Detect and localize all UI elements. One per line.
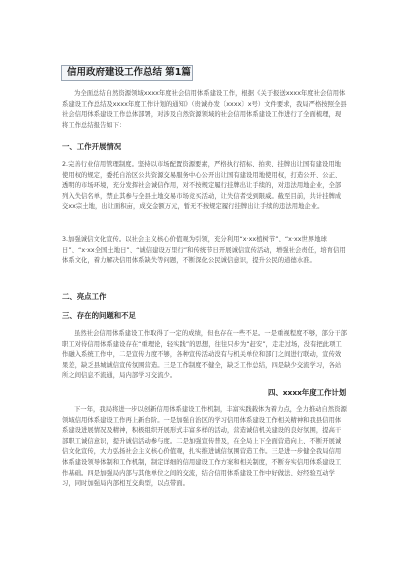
document-title: 信用政府建设工作总结 第1篇 bbox=[67, 67, 191, 78]
section1-paragraph-3: 3.加强诚信文化宣传。以社会主义核心价值观为引领，充分利用“x·xx植树节”、“x·xx世界地球日”、“x·xx全国土地日”、“诚信建设万里行”和传统节日开展诚信宣传活动，增强社会责任，培育信用体系文化，着力解决信用体系缺失等问题，不断深化公民诚信意识，提升公民的道德水准。 bbox=[62, 236, 346, 265]
section4-paragraph: 下一年，我局将进一步以创新信用体系建设工作机制，丰富实践载体为着力点，全力推动自然资源领域信用体系建设工作再上新台阶。一是加强自治区的学习信用体系建设工作相关精神和我县信用体系建设进展情况及精神，积极组织开展形式丰富多样的活动，营造诚信机关建设的良好氛围，提高干部职工诚信意识，提升诚信活动参与度。二是加强宣传普及，在全局上下全面营造向上、不断开展诚信文化宣传，大力弘扬社会主义核心价值观，扎实推进诚信氛围营造工作。三是进一步健全我局信用体系建设领导体制和工作机制，制定详细的信用建设工作方案和相关制度，不断夯实信用体系建设工作基础。四是加强局内部与其他单位之间的交流，结合信用体系建设工作中好做法、好经验互动学习，同时加强局内部相互交典型，以点带面。 bbox=[62, 406, 347, 488]
section2-heading: 二、亮点工作 bbox=[62, 292, 107, 301]
section1-heading: 一、工作开展情况 bbox=[62, 142, 122, 151]
intro-paragraph: 为全面总结自然资源领域xxxx年度社会信用体系建设工作，根据《关于报送xxxx年度社会信用体系建设工作总结及xxxx年度工作计划的通知》（贵诚办发〔xxxx〕x号）文件要求，我局严格按照全县社会信用体系建设工作总体部署，对涉及自然资源领域的社会信用体系建设工作进行了全面梳理，现将工作总结报告如下： bbox=[62, 90, 347, 129]
document-title-box bbox=[61, 65, 193, 81]
section1-paragraph-2: 2.完善行业信用管理制度。坚持以市场配置资源要素，严格执行招标、拍卖、挂牌出让国有建设用地使用权的规定，委托自治区公共资源交易服务中心公开出让国有建设用地使用权，打造公开、公正、透明的市场环境，充分发挥社会诚信作用，对不按规定履行挂牌出让手续的，对违法用地企业，全部列入失信名单，禁止其参与全县土地交易市场竞买活动，让失信者受到限威。截至目前，共计挂牌成交xx宗土地，出让面积亩，成交金额万元，暂无不按规定履行挂牌出让手续的违法用地企业。 bbox=[62, 161, 342, 211]
section3-heading: 三、存在的问题和不足 bbox=[62, 311, 136, 320]
section4-heading: 四、xxxx年度工作计划 bbox=[268, 388, 347, 397]
section3-paragraph: 虽然社会信用体系建设工作取得了一定的成绩，但也存在一些不足。一是重视程度不够，部分干部职工对待信用体系建设存在“重理论，轻实践”的思想，往往只步为“赶安”，走走过场，没有把此项工作融入系统工作中，二是宣传力度不够，各种宣传活动没有与机关单位和部门之间进行联动，宣传效果差，缺乏县城诚信宣传氛围营造。三是工作制度不健全，缺乏工作总结，四是缺少交流学习，各站所之间信息不流通，局内部学习交流少。 bbox=[62, 330, 347, 380]
